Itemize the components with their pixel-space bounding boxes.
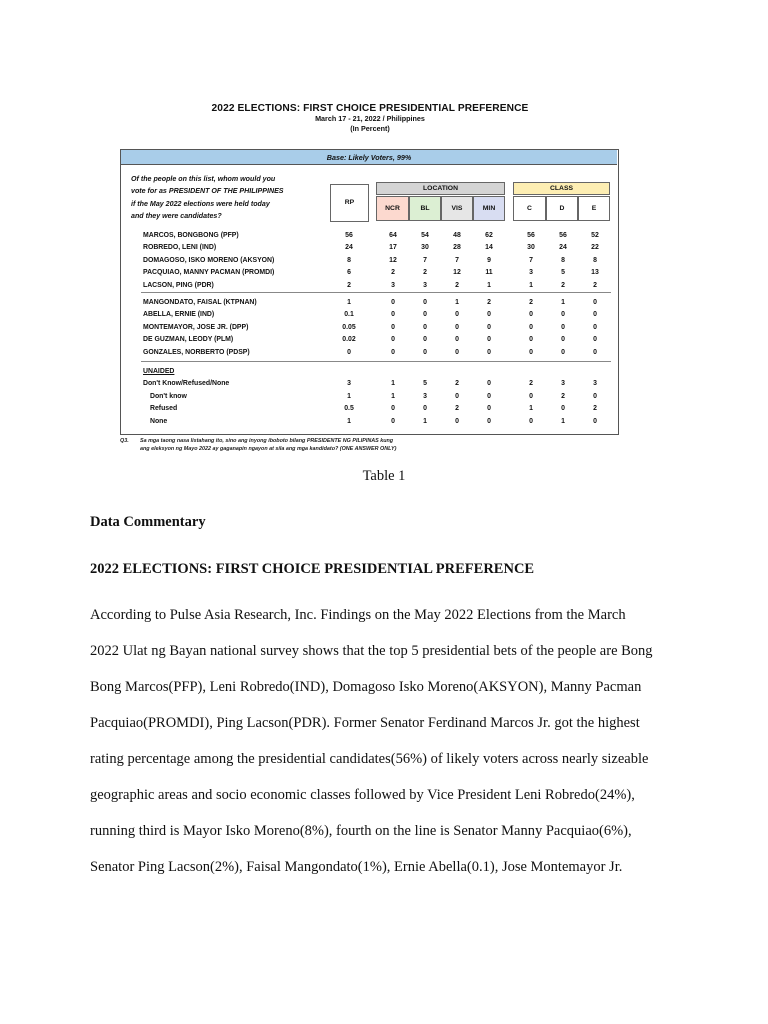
row-value: 30 — [421, 244, 429, 252]
row-value: 3 — [529, 269, 533, 277]
row-value: 0 — [561, 323, 565, 331]
row-label: Don't know — [150, 392, 187, 400]
row-value: 0 — [487, 380, 491, 388]
row-value: 0 — [455, 311, 459, 319]
ncr-column-header: NCR — [376, 196, 409, 221]
row-value: 54 — [421, 232, 429, 239]
row-value: 0 — [529, 323, 533, 331]
row-value: 2 — [593, 405, 597, 413]
table-row — [121, 366, 617, 378]
row-value: 8 — [593, 256, 597, 264]
row-label: ABELLA, ERNIE (IND) — [143, 311, 215, 319]
row-value: 0 — [529, 348, 533, 356]
footnote-line: Sa mga taong nasa listahang ito, sino ang inyong iboboto bilang PRESIDENTE NG PILIPINAS kung — [140, 438, 394, 444]
row-value: 0 — [529, 336, 533, 344]
table-row — [121, 230, 617, 242]
row-value: 2 — [455, 405, 459, 413]
row-value: 3 — [423, 281, 427, 289]
table-row — [121, 334, 617, 346]
table-row — [121, 416, 617, 428]
row-value: 0.05 — [342, 323, 356, 331]
paragraph-line: Pacquiao(PROMDI), Ping Lacson(PDR). Former Senator Ferdinand Marcos Jr. got the highest — [90, 715, 640, 731]
row-value: 56 — [527, 232, 535, 239]
bl-column-header: BL — [409, 196, 441, 221]
footnote-line: ang eleksyon ng Mayo 2022 ay gaganapin ngayon at sila ang mga kandidato? (ONE ANSWER ONLY) — [140, 446, 397, 452]
row-value: 7 — [423, 256, 427, 264]
table-box — [120, 149, 619, 435]
paragraph-line: According to Pulse Asia Research, Inc. Findings on the May 2022 Elections from the March — [90, 607, 626, 623]
row-value: 2 — [347, 281, 351, 289]
row-value: 0 — [391, 323, 395, 331]
row-label: DOMAGOSO, ISKO MORENO (AKSYON) — [143, 256, 275, 264]
row-label: DE GUZMAN, LEODY (PLM) — [143, 336, 234, 344]
row-value: 24 — [345, 244, 353, 252]
row-value: 0 — [487, 405, 491, 413]
table-unit: (In Percent) — [350, 124, 390, 133]
table-row — [121, 255, 617, 267]
row-label: None — [150, 417, 168, 425]
row-value: 0 — [391, 311, 395, 319]
row-value: 1 — [455, 299, 459, 306]
row-value: 0 — [487, 311, 491, 319]
row-value: 0 — [561, 405, 565, 413]
row-value: 1 — [561, 417, 565, 425]
row-value: 2 — [529, 299, 533, 306]
row-value: 0 — [593, 311, 597, 319]
row-value: 3 — [593, 380, 597, 388]
row-label: Don't Know/Refused/None — [143, 380, 230, 388]
row-value: 9 — [487, 256, 491, 264]
sub-heading: 2022 ELECTIONS: FIRST CHOICE PRESIDENTIAL PREFERENCE — [90, 561, 535, 577]
row-value: 62 — [485, 232, 493, 239]
row-value: 1 — [391, 392, 395, 400]
row-value: 1 — [561, 299, 565, 306]
question-line: vote for as PRESIDENT OF THE PHILIPPINES — [131, 187, 284, 196]
row-value: 1 — [529, 405, 533, 413]
table-row — [121, 322, 617, 334]
row-value: 22 — [591, 244, 599, 252]
row-value: 0 — [423, 405, 427, 413]
row-value: 8 — [561, 256, 565, 264]
paragraph-line: rating percentage among the presidential candidates(56%) of likely voters across nearly sizeable — [90, 751, 649, 767]
row-value: 17 — [389, 244, 397, 252]
row-value: 0 — [593, 392, 597, 400]
row-value: 5 — [561, 269, 565, 277]
row-value: 0 — [487, 323, 491, 331]
row-value: 56 — [345, 232, 353, 239]
section-heading: Data Commentary — [90, 514, 206, 530]
row-value: 0 — [487, 417, 491, 425]
row-value: 0 — [455, 348, 459, 356]
row-value: 7 — [455, 256, 459, 264]
row-value: 0.5 — [344, 405, 354, 413]
row-value: 24 — [559, 244, 567, 252]
paragraph-line: Bong Marcos(PFP), Leni Robredo(IND), Domagoso Isko Moreno(AKSYON), Manny Pacman — [90, 679, 642, 695]
table-title: 2022 ELECTIONS: FIRST CHOICE PRESIDENTIAL PREFERENCE — [211, 103, 529, 114]
row-label: LACSON, PING (PDR) — [143, 281, 214, 289]
row-label: MARCOS, BONGBONG (PFP) — [143, 232, 239, 239]
row-value: 2 — [561, 392, 565, 400]
table-row — [121, 309, 617, 321]
paragraph-line: 2022 Ulat ng Bayan national survey shows that the top 5 presidential bets of the people are Bong — [90, 643, 653, 659]
row-value: 56 — [559, 232, 567, 239]
row-label: MONTEMAYOR, JOSE JR. (DPP) — [143, 323, 249, 331]
row-value: 0 — [423, 299, 427, 306]
row-value: 2 — [593, 281, 597, 289]
row-value: 7 — [529, 256, 533, 264]
min-column-header: MIN — [473, 196, 505, 221]
row-value: 2 — [391, 269, 395, 277]
row-value: 2 — [561, 281, 565, 289]
row-value: 6 — [347, 269, 351, 277]
table-date: March 17 - 21, 2022 / Philippines — [315, 114, 425, 123]
row-value: 13 — [591, 269, 599, 277]
row-value: 8 — [347, 256, 351, 264]
commentary-paragraph — [90, 597, 690, 885]
table-row — [121, 297, 617, 309]
table-row — [121, 378, 617, 390]
rp-column-header: RP — [330, 184, 369, 222]
row-value: 2 — [423, 269, 427, 277]
row-value: 1 — [529, 281, 533, 289]
row-value: 0 — [455, 392, 459, 400]
table-caption: Table 1 — [362, 468, 406, 484]
group-divider — [141, 292, 611, 293]
row-value: 0 — [487, 392, 491, 400]
row-value: 1 — [347, 417, 351, 425]
row-value: 2 — [455, 380, 459, 388]
row-value: 3 — [423, 392, 427, 400]
row-label: Refused — [150, 405, 178, 413]
row-value: 0 — [423, 323, 427, 331]
question-line: if the May 2022 elections were held today — [131, 199, 270, 208]
row-value: 12 — [453, 269, 461, 277]
row-value: 0 — [593, 336, 597, 344]
row-value: 0 — [391, 299, 395, 306]
question-line: and they were candidates? — [131, 211, 222, 220]
row-value: 0.02 — [342, 336, 356, 344]
row-value: 1 — [423, 417, 427, 425]
row-value: 3 — [347, 380, 351, 388]
row-value: 0.1 — [344, 311, 354, 319]
group-divider — [141, 361, 611, 362]
row-value: 0 — [593, 417, 597, 425]
row-label: ROBREDO, LENI (IND) — [143, 244, 217, 252]
row-value: 12 — [389, 256, 397, 264]
row-value: 2 — [487, 299, 491, 306]
row-value: 0 — [561, 311, 565, 319]
row-value: 0 — [455, 323, 459, 331]
row-value: 14 — [485, 244, 493, 252]
row-label: GONZALES, NORBERTO (PDSP) — [143, 348, 250, 356]
c-column-header: C — [513, 196, 546, 221]
row-value: 0 — [455, 417, 459, 425]
row-value: 0 — [391, 348, 395, 356]
row-value: 0 — [487, 336, 491, 344]
footnote-question-number: Q3. — [120, 438, 129, 444]
question-line: Of the people on this list, whom would you — [131, 175, 276, 183]
survey-table-figure — [120, 103, 620, 452]
table-row — [121, 267, 617, 279]
row-value: 0 — [455, 336, 459, 344]
d-column-header: D — [546, 196, 578, 221]
row-value: 3 — [391, 281, 395, 289]
row-value: 0 — [423, 311, 427, 319]
row-value: 2 — [455, 281, 459, 289]
row-value: 0 — [561, 348, 565, 356]
row-value: 0 — [529, 311, 533, 319]
row-value: 0 — [529, 417, 533, 425]
row-value: 0 — [391, 405, 395, 413]
e-column-header: E — [578, 196, 610, 221]
row-value: 2 — [529, 380, 533, 388]
row-value: 1 — [391, 380, 395, 388]
row-value: 28 — [453, 244, 461, 252]
row-value: 0 — [423, 336, 427, 344]
row-value: 0 — [391, 336, 395, 344]
table-row — [121, 391, 617, 403]
row-value: 1 — [487, 281, 491, 289]
row-value: 11 — [485, 269, 493, 277]
row-value: 1 — [347, 392, 351, 400]
row-value: 5 — [423, 380, 427, 388]
row-value: 3 — [561, 380, 565, 388]
paragraph-line: Senator Ping Lacson(2%), Faisal Mangondato(1%), Ernie Abella(0.1), Jose Montemayor Jr. — [90, 859, 623, 875]
row-label: MANGONDATO, FAISAL (KTPNAN) — [143, 299, 257, 306]
row-value: 0 — [529, 392, 533, 400]
row-value: 0 — [487, 348, 491, 356]
table-row — [121, 403, 617, 415]
table-row — [121, 242, 617, 254]
row-value: 1 — [347, 299, 351, 306]
row-value: 48 — [453, 232, 461, 239]
row-value: 0 — [593, 299, 597, 306]
paragraph-line: running third is Mayor Isko Moreno(8%), fourth on the line is Senator Manny Pacquiao(6%), — [90, 823, 632, 839]
base-bar: Base: Likely Voters, 99% — [121, 150, 617, 165]
location-group-header: LOCATION — [376, 182, 505, 195]
row-label: PACQUIAO, MANNY PACMAN (PROMDI) — [143, 269, 275, 277]
vis-column-header: VIS — [441, 196, 473, 221]
row-value: 52 — [591, 232, 599, 239]
row-value: 0 — [347, 348, 351, 356]
paragraph-line: geographic areas and socio economic classes followed by Vice President Leni Robredo(24%), — [90, 787, 635, 803]
table-row — [121, 280, 617, 292]
row-value: 30 — [527, 244, 535, 252]
row-value: 0 — [561, 336, 565, 344]
table-row — [121, 347, 617, 359]
row-value: 64 — [389, 232, 397, 239]
row-label: UNAIDED — [143, 368, 175, 375]
survey-question — [131, 173, 331, 222]
row-value: 0 — [593, 323, 597, 331]
row-value: 0 — [391, 417, 395, 425]
row-value: 0 — [423, 348, 427, 356]
class-group-header: CLASS — [513, 182, 610, 195]
row-value: 0 — [593, 348, 597, 356]
